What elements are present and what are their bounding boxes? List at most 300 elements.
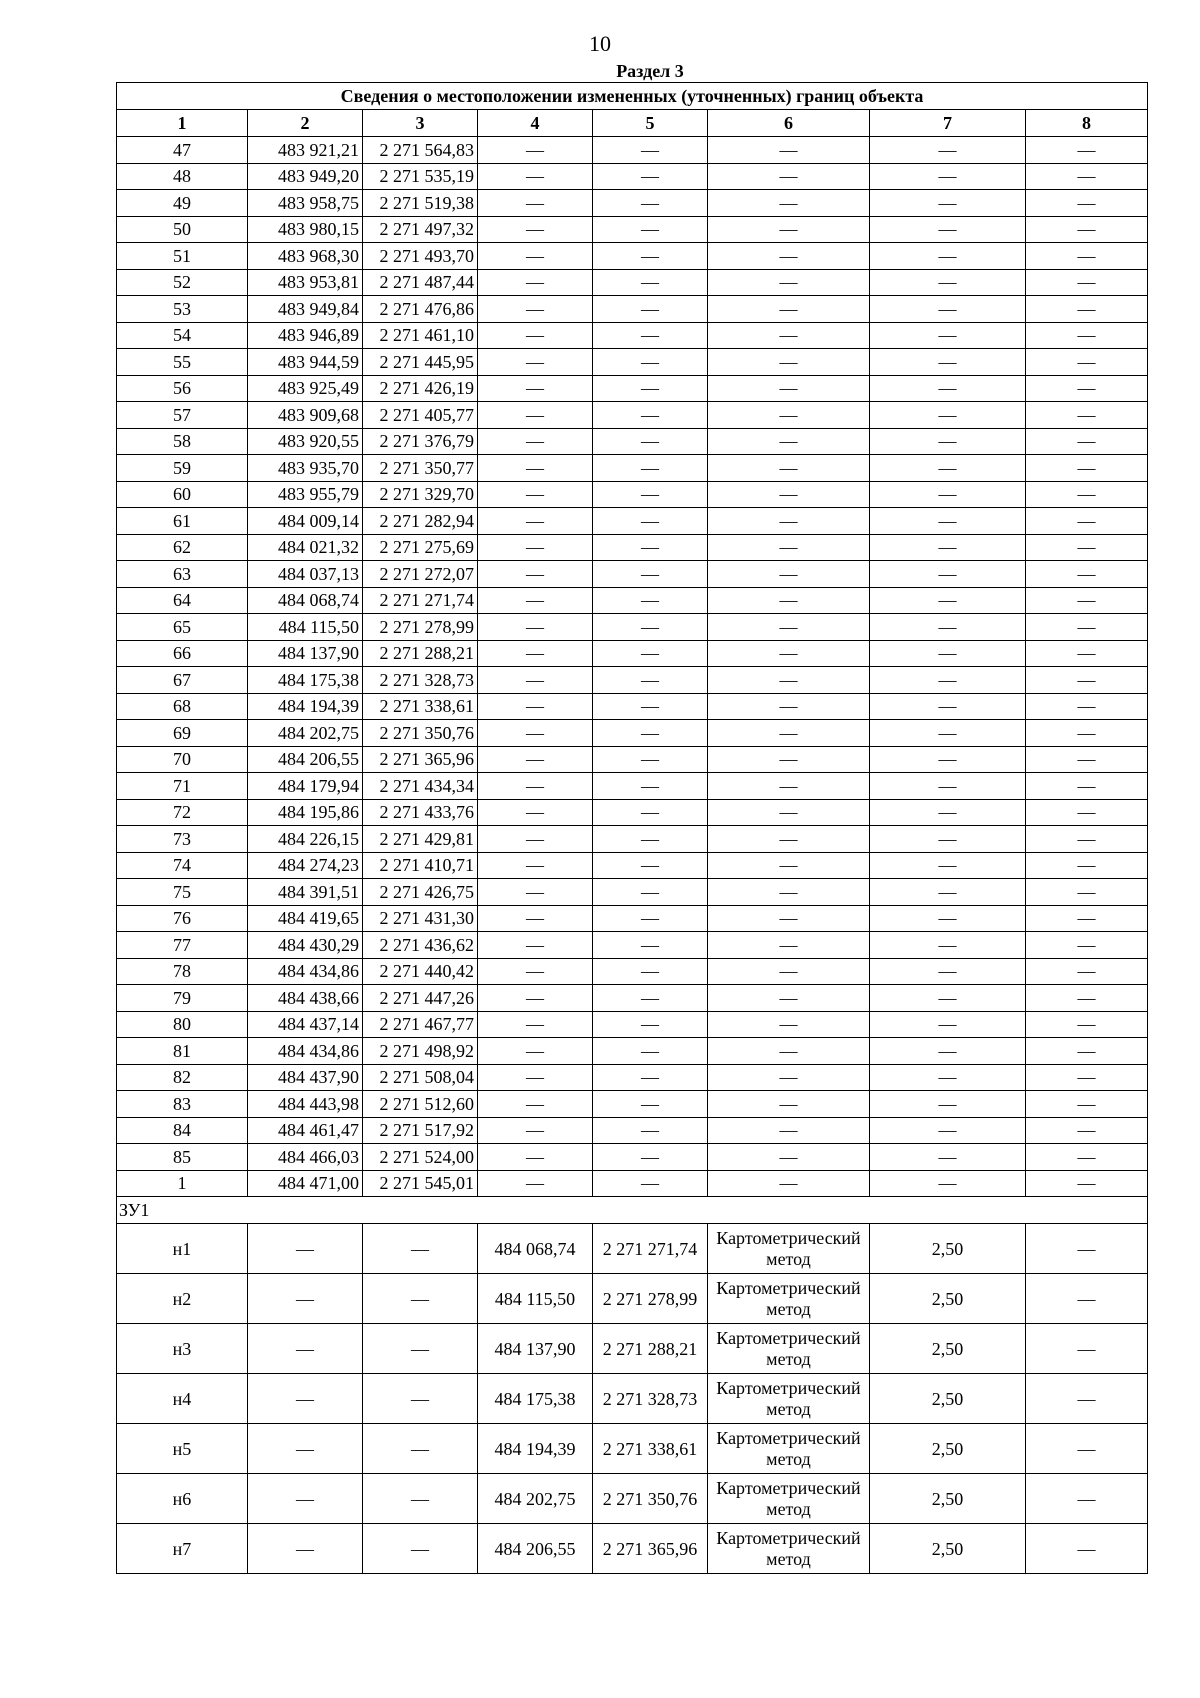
table-row xyxy=(117,455,1148,482)
dash-cell: — xyxy=(870,428,1026,455)
existing-x-cell: 484 274,23 xyxy=(248,852,363,879)
existing-x-cell: 484 195,86 xyxy=(248,799,363,826)
dash-cell: — xyxy=(1026,137,1148,164)
point-number-cell: 51 xyxy=(117,243,248,270)
table-row xyxy=(117,1170,1148,1197)
column-number: 1 xyxy=(117,110,248,137)
point-number-cell: 61 xyxy=(117,508,248,535)
table-row xyxy=(117,428,1148,455)
existing-y-cell: 2 271 497,32 xyxy=(363,216,478,243)
dash-cell: — xyxy=(478,1038,593,1065)
dash-cell: — xyxy=(593,428,708,455)
dash-cell: — xyxy=(248,1524,363,1574)
point-number-cell: 72 xyxy=(117,799,248,826)
table-row xyxy=(117,1011,1148,1038)
dash-cell: — xyxy=(708,375,870,402)
existing-y-cell: 2 271 461,10 xyxy=(363,322,478,349)
point-number-cell: 53 xyxy=(117,296,248,323)
point-number-cell: 57 xyxy=(117,402,248,429)
dash-cell: — xyxy=(870,561,1026,588)
point-number-cell: 60 xyxy=(117,481,248,508)
point-number-cell: 1 xyxy=(117,1170,248,1197)
table-row xyxy=(117,349,1148,376)
existing-y-cell: 2 271 329,70 xyxy=(363,481,478,508)
existing-y-cell: 2 271 508,04 xyxy=(363,1064,478,1091)
existing-y-cell: 2 271 376,79 xyxy=(363,428,478,455)
existing-x-cell: 483 909,68 xyxy=(248,402,363,429)
dash-cell: — xyxy=(708,640,870,667)
dash-cell: — xyxy=(708,428,870,455)
point-number-cell: 63 xyxy=(117,561,248,588)
dash-cell: — xyxy=(593,667,708,694)
dash-cell: — xyxy=(1026,879,1148,906)
dash-cell: — xyxy=(1026,826,1148,853)
method-cell: Картометрический метод xyxy=(708,1324,870,1374)
dash-cell: — xyxy=(593,137,708,164)
dash-cell: — xyxy=(870,667,1026,694)
existing-y-cell: 2 271 467,77 xyxy=(363,1011,478,1038)
dash-cell: — xyxy=(593,163,708,190)
new-y-cell: 2 271 350,76 xyxy=(593,1474,708,1524)
page-number: 10 xyxy=(589,31,611,56)
dash-cell: — xyxy=(593,349,708,376)
existing-x-cell: 483 968,30 xyxy=(248,243,363,270)
dash-cell: — xyxy=(478,905,593,932)
dash-cell: — xyxy=(708,958,870,985)
table-body xyxy=(117,83,1148,1574)
existing-y-cell: 2 271 431,30 xyxy=(363,905,478,932)
dash-cell: — xyxy=(593,614,708,641)
table-caption-row xyxy=(117,83,1148,110)
dash-cell: — xyxy=(593,322,708,349)
table-row xyxy=(117,720,1148,747)
dash-cell: — xyxy=(593,481,708,508)
dash-cell: — xyxy=(478,190,593,217)
dash-cell: — xyxy=(870,137,1026,164)
dash-cell: — xyxy=(593,190,708,217)
dash-cell: — xyxy=(478,137,593,164)
existing-y-cell: 2 271 493,70 xyxy=(363,243,478,270)
dash-cell: — xyxy=(1026,1011,1148,1038)
point-number-cell: н2 xyxy=(117,1274,248,1324)
dash-cell: — xyxy=(870,375,1026,402)
dash-cell: — xyxy=(478,269,593,296)
dash-cell: — xyxy=(593,587,708,614)
existing-y-cell: 2 271 338,61 xyxy=(363,693,478,720)
table-row xyxy=(117,243,1148,270)
new-x-cell: 484 202,75 xyxy=(478,1474,593,1524)
dash-cell: — xyxy=(708,799,870,826)
dash-cell: — xyxy=(870,879,1026,906)
existing-x-cell: 483 949,20 xyxy=(248,163,363,190)
table-row xyxy=(117,561,1148,588)
existing-y-cell: 2 271 498,92 xyxy=(363,1038,478,1065)
dash-cell: — xyxy=(593,296,708,323)
dash-cell: — xyxy=(593,693,708,720)
existing-x-cell: 484 175,38 xyxy=(248,667,363,694)
existing-x-cell: 484 430,29 xyxy=(248,932,363,959)
table-row xyxy=(117,773,1148,800)
table-row xyxy=(117,1038,1148,1065)
point-number-cell: н5 xyxy=(117,1424,248,1474)
dash-cell: — xyxy=(1026,799,1148,826)
dash-cell: — xyxy=(870,243,1026,270)
table-row xyxy=(117,1117,1148,1144)
dash-cell: — xyxy=(478,296,593,323)
dash-cell: — xyxy=(593,534,708,561)
dash-cell: — xyxy=(708,693,870,720)
new-y-cell: 2 271 338,61 xyxy=(593,1424,708,1474)
dash-cell: — xyxy=(870,163,1026,190)
dash-cell: — xyxy=(478,693,593,720)
point-number-cell: 73 xyxy=(117,826,248,853)
dash-cell: — xyxy=(1026,508,1148,535)
dash-cell: — xyxy=(593,640,708,667)
dash-cell: — xyxy=(478,852,593,879)
dash-cell: — xyxy=(593,826,708,853)
dash-cell: — xyxy=(870,905,1026,932)
dash-cell: — xyxy=(1026,163,1148,190)
dash-cell: — xyxy=(1026,746,1148,773)
accuracy-cell: 2,50 xyxy=(870,1374,1026,1424)
table-row xyxy=(117,614,1148,641)
new-x-cell: 484 115,50 xyxy=(478,1274,593,1324)
new-y-cell: 2 271 365,96 xyxy=(593,1524,708,1574)
table-row xyxy=(117,826,1148,853)
point-number-cell: н4 xyxy=(117,1374,248,1424)
table-row xyxy=(117,163,1148,190)
dash-cell: — xyxy=(708,614,870,641)
dash-cell: — xyxy=(1026,1038,1148,1065)
point-number-cell: 52 xyxy=(117,269,248,296)
dash-cell: — xyxy=(1026,349,1148,376)
dash-cell: — xyxy=(478,826,593,853)
dash-cell: — xyxy=(593,773,708,800)
dash-cell: — xyxy=(708,402,870,429)
dash-cell: — xyxy=(708,746,870,773)
table-row xyxy=(117,1274,1148,1324)
dash-cell: — xyxy=(870,481,1026,508)
dash-cell: — xyxy=(708,561,870,588)
dash-cell: — xyxy=(593,243,708,270)
point-number-cell: 55 xyxy=(117,349,248,376)
dash-cell: — xyxy=(478,667,593,694)
existing-x-cell: 483 980,15 xyxy=(248,216,363,243)
dash-cell: — xyxy=(363,1274,478,1324)
dash-cell: — xyxy=(478,1011,593,1038)
dash-cell: — xyxy=(478,773,593,800)
boundary-table xyxy=(116,82,1148,1574)
dash-cell: — xyxy=(1026,1091,1148,1118)
existing-y-cell: 2 271 365,96 xyxy=(363,746,478,773)
dash-cell: — xyxy=(478,799,593,826)
table-row xyxy=(117,322,1148,349)
existing-y-cell: 2 271 282,94 xyxy=(363,508,478,535)
existing-y-cell: 2 271 564,83 xyxy=(363,137,478,164)
existing-y-cell: 2 271 426,75 xyxy=(363,879,478,906)
existing-x-cell: 483 920,55 xyxy=(248,428,363,455)
dash-cell: — xyxy=(593,561,708,588)
dash-cell: — xyxy=(248,1474,363,1524)
dash-cell: — xyxy=(870,1117,1026,1144)
existing-y-cell: 2 271 440,42 xyxy=(363,958,478,985)
point-number-cell: 74 xyxy=(117,852,248,879)
table-row xyxy=(117,508,1148,535)
existing-x-cell: 484 179,94 xyxy=(248,773,363,800)
table-row xyxy=(117,852,1148,879)
dash-cell: — xyxy=(1026,296,1148,323)
point-number-cell: н6 xyxy=(117,1474,248,1524)
table-row xyxy=(117,216,1148,243)
column-number: 6 xyxy=(708,110,870,137)
dash-cell: — xyxy=(870,746,1026,773)
dash-cell: — xyxy=(1026,1274,1148,1324)
table-row xyxy=(117,1524,1148,1574)
existing-y-cell: 2 271 512,60 xyxy=(363,1091,478,1118)
table-row xyxy=(117,1224,1148,1274)
accuracy-cell: 2,50 xyxy=(870,1524,1026,1574)
existing-x-cell: 484 471,00 xyxy=(248,1170,363,1197)
dash-cell: — xyxy=(478,481,593,508)
existing-y-cell: 2 271 350,76 xyxy=(363,720,478,747)
dash-cell: — xyxy=(870,826,1026,853)
dash-cell: — xyxy=(1026,773,1148,800)
point-number-cell: 79 xyxy=(117,985,248,1012)
existing-y-cell: 2 271 433,76 xyxy=(363,799,478,826)
existing-y-cell: 2 271 405,77 xyxy=(363,402,478,429)
existing-x-cell: 483 953,81 xyxy=(248,269,363,296)
existing-y-cell: 2 271 445,95 xyxy=(363,349,478,376)
dash-cell: — xyxy=(708,985,870,1012)
existing-y-cell: 2 271 517,92 xyxy=(363,1117,478,1144)
dash-cell: — xyxy=(870,190,1026,217)
point-number-cell: н1 xyxy=(117,1224,248,1274)
point-number-cell: 84 xyxy=(117,1117,248,1144)
existing-x-cell: 484 021,32 xyxy=(248,534,363,561)
dash-cell: — xyxy=(870,773,1026,800)
existing-x-cell: 484 419,65 xyxy=(248,905,363,932)
new-x-cell: 484 175,38 xyxy=(478,1374,593,1424)
existing-x-cell: 484 206,55 xyxy=(248,746,363,773)
dash-cell: — xyxy=(1026,1324,1148,1374)
point-number-cell: 83 xyxy=(117,1091,248,1118)
dash-cell: — xyxy=(593,958,708,985)
dash-cell: — xyxy=(478,534,593,561)
dash-cell: — xyxy=(1026,1224,1148,1274)
dash-cell: — xyxy=(708,163,870,190)
dash-cell: — xyxy=(478,985,593,1012)
table-row xyxy=(117,667,1148,694)
method-cell: Картометрический метод xyxy=(708,1224,870,1274)
table-row xyxy=(117,402,1148,429)
point-number-cell: 48 xyxy=(117,163,248,190)
dash-cell: — xyxy=(1026,190,1148,217)
accuracy-cell: 2,50 xyxy=(870,1224,1026,1274)
dash-cell: — xyxy=(478,640,593,667)
dash-cell: — xyxy=(870,1064,1026,1091)
existing-y-cell: 2 271 350,77 xyxy=(363,455,478,482)
dash-cell: — xyxy=(248,1224,363,1274)
dash-cell: — xyxy=(478,614,593,641)
dash-cell: — xyxy=(708,349,870,376)
dash-cell: — xyxy=(1026,852,1148,879)
table-row xyxy=(117,1374,1148,1424)
dash-cell: — xyxy=(478,322,593,349)
dash-cell: — xyxy=(593,269,708,296)
accuracy-cell: 2,50 xyxy=(870,1324,1026,1374)
dash-cell: — xyxy=(1026,1424,1148,1474)
existing-y-cell: 2 271 429,81 xyxy=(363,826,478,853)
existing-x-cell: 484 194,39 xyxy=(248,693,363,720)
dash-cell: — xyxy=(363,1324,478,1374)
dash-cell: — xyxy=(708,720,870,747)
existing-y-cell: 2 271 272,07 xyxy=(363,561,478,588)
existing-y-cell: 2 271 410,71 xyxy=(363,852,478,879)
dash-cell: — xyxy=(1026,1144,1148,1171)
dash-cell: — xyxy=(708,826,870,853)
new-x-cell: 484 068,74 xyxy=(478,1224,593,1274)
dash-cell: — xyxy=(478,1091,593,1118)
dash-cell: — xyxy=(1026,667,1148,694)
dash-cell: — xyxy=(363,1424,478,1474)
existing-x-cell: 484 115,50 xyxy=(248,614,363,641)
dash-cell: — xyxy=(593,455,708,482)
dash-cell: — xyxy=(478,932,593,959)
dash-cell: — xyxy=(593,216,708,243)
point-number-cell: 81 xyxy=(117,1038,248,1065)
table-row xyxy=(117,481,1148,508)
dash-cell: — xyxy=(870,1144,1026,1171)
dash-cell: — xyxy=(478,508,593,535)
dash-cell: — xyxy=(1026,1474,1148,1524)
dash-cell: — xyxy=(708,932,870,959)
dash-cell: — xyxy=(1026,640,1148,667)
table-row xyxy=(117,932,1148,959)
method-cell: Картометрический метод xyxy=(708,1274,870,1324)
table-row xyxy=(117,746,1148,773)
point-number-cell: н7 xyxy=(117,1524,248,1574)
new-x-cell: 484 206,55 xyxy=(478,1524,593,1574)
existing-x-cell: 483 925,49 xyxy=(248,375,363,402)
column-number: 3 xyxy=(363,110,478,137)
existing-x-cell: 484 202,75 xyxy=(248,720,363,747)
dash-cell: — xyxy=(478,879,593,906)
dash-cell: — xyxy=(593,1038,708,1065)
existing-x-cell: 484 434,86 xyxy=(248,1038,363,1065)
existing-y-cell: 2 271 434,34 xyxy=(363,773,478,800)
dash-cell: — xyxy=(593,1170,708,1197)
dash-cell: — xyxy=(1026,561,1148,588)
dash-cell: — xyxy=(870,1170,1026,1197)
dash-cell: — xyxy=(870,349,1026,376)
point-number-cell: 71 xyxy=(117,773,248,800)
dash-cell: — xyxy=(708,852,870,879)
point-number-cell: 59 xyxy=(117,455,248,482)
dash-cell: — xyxy=(1026,1524,1148,1574)
existing-y-cell: 2 271 535,19 xyxy=(363,163,478,190)
point-number-cell: 62 xyxy=(117,534,248,561)
dash-cell: — xyxy=(478,402,593,429)
accuracy-cell: 2,50 xyxy=(870,1424,1026,1474)
dash-cell: — xyxy=(593,720,708,747)
existing-x-cell: 483 921,21 xyxy=(248,137,363,164)
dash-cell: — xyxy=(708,137,870,164)
dash-cell: — xyxy=(363,1474,478,1524)
point-number-cell: н3 xyxy=(117,1324,248,1374)
dash-cell: — xyxy=(870,1091,1026,1118)
dash-cell: — xyxy=(1026,216,1148,243)
dash-cell: — xyxy=(708,667,870,694)
dash-cell: — xyxy=(870,216,1026,243)
dash-cell: — xyxy=(478,163,593,190)
existing-x-cell: 483 955,79 xyxy=(248,481,363,508)
existing-y-cell: 2 271 476,86 xyxy=(363,296,478,323)
existing-x-cell: 484 009,14 xyxy=(248,508,363,535)
existing-y-cell: 2 271 447,26 xyxy=(363,985,478,1012)
existing-x-cell: 483 935,70 xyxy=(248,455,363,482)
dash-cell: — xyxy=(708,455,870,482)
dash-cell: — xyxy=(478,428,593,455)
table-row xyxy=(117,1424,1148,1474)
point-number-cell: 80 xyxy=(117,1011,248,1038)
point-number-cell: 85 xyxy=(117,1144,248,1171)
dash-cell: — xyxy=(870,269,1026,296)
accuracy-cell: 2,50 xyxy=(870,1474,1026,1524)
dash-cell: — xyxy=(478,746,593,773)
dash-cell: — xyxy=(708,1091,870,1118)
dash-cell: — xyxy=(870,799,1026,826)
group-label: ЗУ1 xyxy=(117,1197,1148,1224)
dash-cell: — xyxy=(478,1117,593,1144)
table-row xyxy=(117,587,1148,614)
dash-cell: — xyxy=(593,508,708,535)
existing-x-cell: 484 068,74 xyxy=(248,587,363,614)
table-row xyxy=(117,1091,1148,1118)
dash-cell: — xyxy=(708,1144,870,1171)
dash-cell: — xyxy=(708,269,870,296)
dash-cell: — xyxy=(870,1038,1026,1065)
dash-cell: — xyxy=(870,958,1026,985)
dash-cell: — xyxy=(1026,614,1148,641)
existing-y-cell: 2 271 288,21 xyxy=(363,640,478,667)
dash-cell: — xyxy=(478,561,593,588)
method-cell: Картометрический метод xyxy=(708,1524,870,1574)
dash-cell: — xyxy=(1026,1117,1148,1144)
table-row xyxy=(117,296,1148,323)
method-cell: Картометрический метод xyxy=(708,1474,870,1524)
dash-cell: — xyxy=(1026,428,1148,455)
point-number-cell: 76 xyxy=(117,905,248,932)
dash-cell: — xyxy=(478,720,593,747)
table-row xyxy=(117,137,1148,164)
dash-cell: — xyxy=(593,1091,708,1118)
point-number-cell: 58 xyxy=(117,428,248,455)
point-number-cell: 67 xyxy=(117,667,248,694)
new-x-cell: 484 194,39 xyxy=(478,1424,593,1474)
dash-cell: — xyxy=(870,614,1026,641)
dash-cell: — xyxy=(593,985,708,1012)
dash-cell: — xyxy=(478,216,593,243)
dash-cell: — xyxy=(870,508,1026,535)
point-number-cell: 49 xyxy=(117,190,248,217)
table-row xyxy=(117,269,1148,296)
dash-cell: — xyxy=(1026,720,1148,747)
dash-cell: — xyxy=(593,932,708,959)
dash-cell: — xyxy=(478,587,593,614)
column-number: 2 xyxy=(248,110,363,137)
dash-cell: — xyxy=(363,1224,478,1274)
dash-cell: — xyxy=(593,746,708,773)
